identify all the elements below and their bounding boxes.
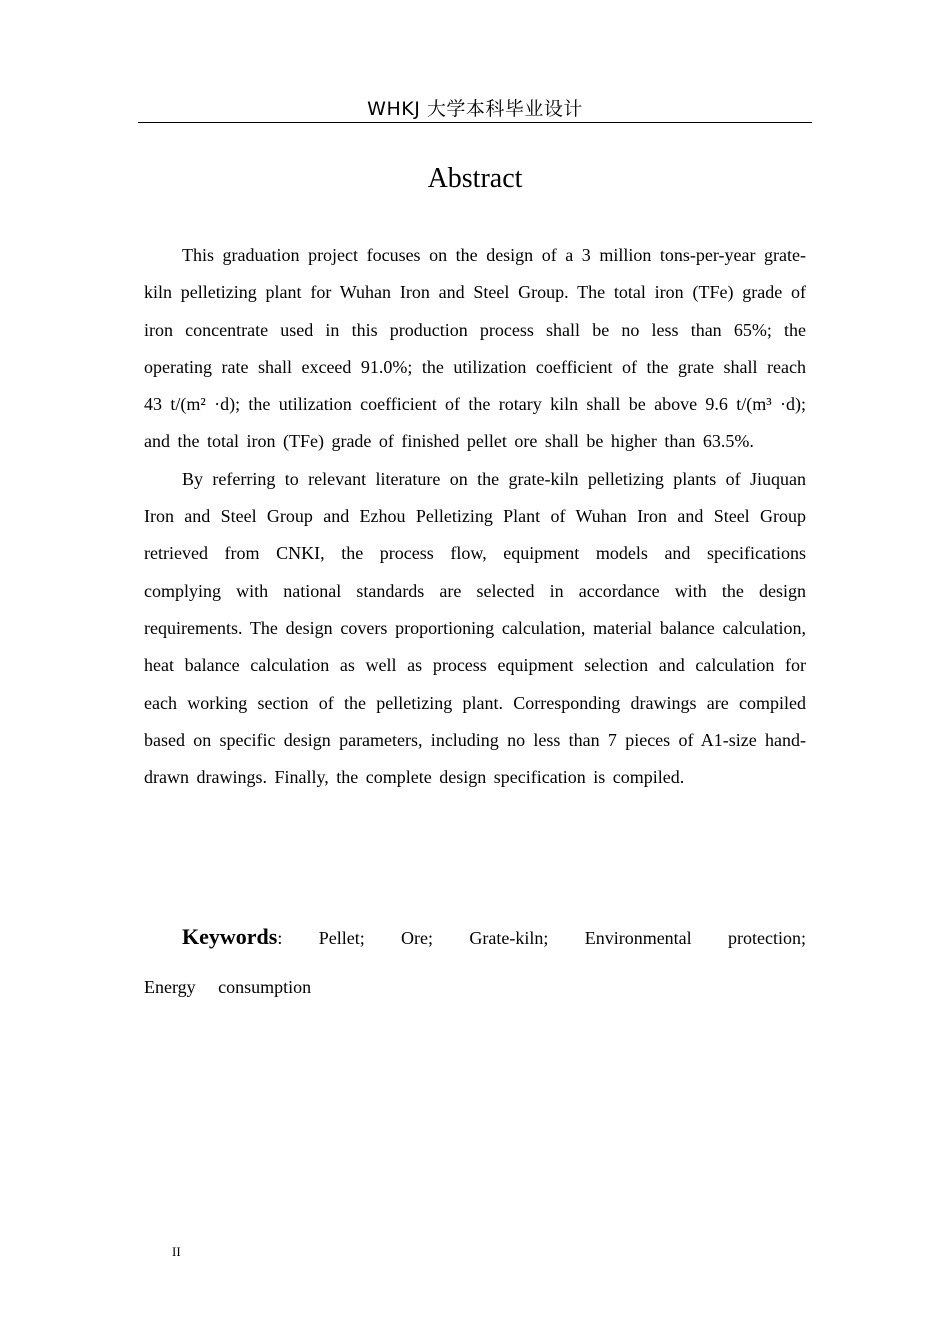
page-title: Abstract xyxy=(427,163,523,194)
abstract-paragraph-1: This graduation project focuses on the design of a 3 million tons-per-year grate-kiln pelletizing plant for Wuhan Iron and Steel Group. The total iron (TFe) grade of iron concentrate used in this production process shall be no less than 65%; the operating rate shall exceed 91.0%; the utilization coefficient of the grate shall reach 43 t/(m² ·d); the utilization coefficient of the rotary kiln shall be above 9.6 t/(m³ ·d); and the total iron (TFe) grade of finished pellet ore shall be higher than 63.5%. xyxy=(144,245,806,452)
keywords-label: Keywords xyxy=(182,924,278,949)
running-header: WHKJ 大学本科毕业设计 xyxy=(367,98,583,120)
page-number: II xyxy=(172,1244,181,1259)
abstract-body xyxy=(144,237,806,796)
header-rule xyxy=(138,122,812,123)
keywords-list: Pellet; Ore; Grate-kiln; Environmental protection; Energy consumption xyxy=(144,928,806,997)
keywords-line xyxy=(144,912,806,1012)
abstract-paragraph-2: By referring to relevant literature on the grate-kiln pelletizing plants of Jiuquan Iron and Steel Group and Ezhou Pelletizing Plant of Wuhan Iron and Steel Group retrieved from CNKI, the process flow, equipment models and specifications complying with national standards are selected in accordance with the design requirements. The design covers proportioning calculation, material balance calculation, heat balance calculation as well as process equipment selection and calculation for each working section of the pelletizing plant. Corresponding drawings are compiled based on specific design parameters, including no less than 7 pieces of A1-size hand-drawn drawings. Finally, the complete design specification is compiled. xyxy=(144,468,806,788)
keywords-separator: : xyxy=(277,928,283,948)
